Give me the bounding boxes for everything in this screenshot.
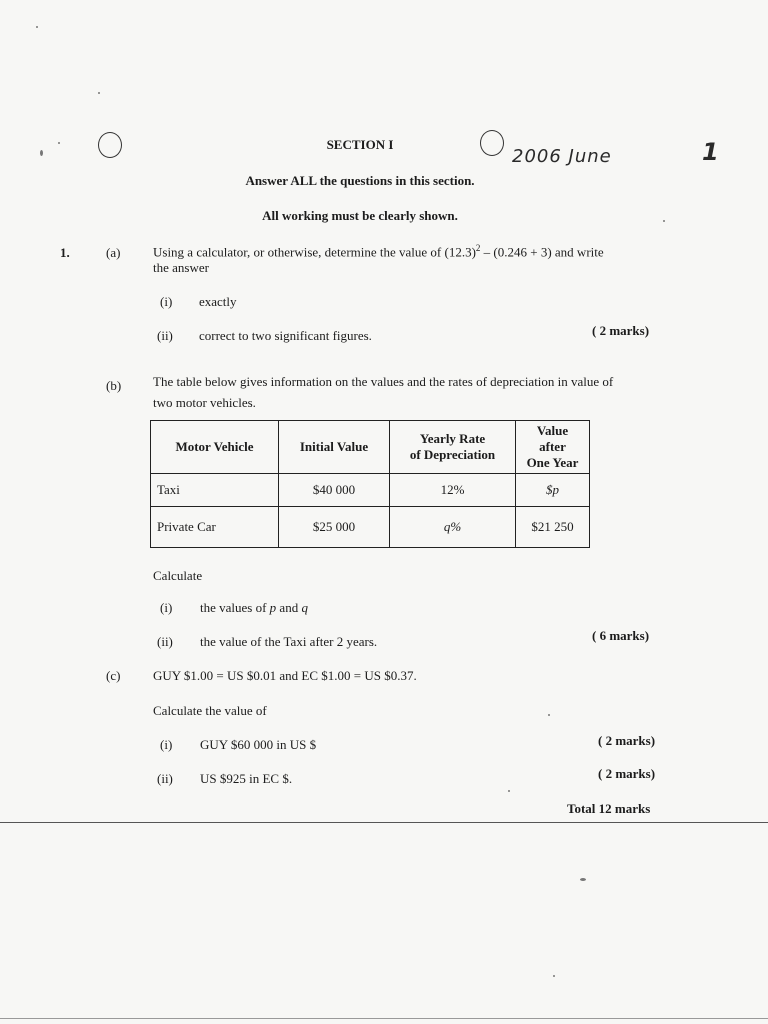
scan-speck	[40, 150, 43, 156]
part-b-i-var-q: q	[301, 600, 308, 615]
part-b-i-var-p: p	[269, 600, 277, 615]
question-number: 1.	[60, 245, 70, 260]
part-a-ii-text: correct to two significant figures.	[199, 328, 372, 343]
part-a-superscript: 2	[475, 243, 481, 253]
part-c-text: GUY $1.00 = US $0.01 and EC $1.00 = US $0.37.	[153, 668, 417, 683]
scan-speck	[508, 790, 510, 792]
part-c-ii-marks: ( 2 marks)	[598, 766, 656, 781]
header-yearly-rate-line1: Yearly Rate	[419, 431, 486, 446]
part-b-text-line1: The table below gives information on the values and the rates of depreciation in value of	[153, 374, 614, 389]
cell-value-after: $21 250	[516, 507, 590, 548]
cell-value-after: $p	[516, 474, 590, 507]
part-a-i-text: exactly	[199, 294, 237, 309]
scan-speck	[580, 878, 586, 881]
scan-speck	[58, 142, 60, 144]
part-b-calculate: Calculate	[153, 568, 203, 583]
cell-rate: 12%	[390, 474, 516, 507]
cell-initial-value: $40 000	[279, 474, 390, 507]
part-c-i-marks: ( 2 marks)	[598, 733, 656, 748]
header-initial-value	[279, 421, 390, 474]
part-c-calculate: Calculate the value of	[153, 703, 267, 718]
part-a-marks: ( 2 marks)	[592, 323, 650, 338]
cell-initial-value: $25 000	[279, 507, 390, 548]
part-a-text-post: – (0.246 + 3) and write	[480, 244, 604, 260]
part-c-i-text: GUY $60 000 in US $	[200, 737, 317, 752]
part-b-i-text-pre: the values of	[200, 600, 270, 615]
part-a-ii-label: (ii)	[157, 328, 173, 343]
punch-hole-right	[480, 130, 504, 156]
part-c-label: (c)	[106, 668, 121, 683]
part-b-ii-label: (ii)	[157, 634, 173, 649]
part-a-text-pre: Using a calculator, or otherwise, determine the value of (12.3)	[153, 244, 476, 260]
header-value-after-line2: One Year	[526, 455, 579, 470]
table-header-row	[151, 421, 590, 474]
header-value-after	[516, 421, 590, 474]
table-row	[151, 474, 590, 507]
scan-speck	[98, 92, 100, 94]
part-b-i-label: (i)	[160, 600, 173, 615]
section-title: SECTION I	[326, 137, 394, 152]
part-c-ii-text: US $925 in EC $.	[200, 771, 293, 786]
part-b-ii-text: the value of the Taxi after 2 years.	[200, 634, 378, 649]
cell-vehicle: Taxi	[151, 474, 279, 507]
instruction-answer-all: Answer ALL the questions in this section.	[245, 173, 475, 188]
page-bottom-rule	[0, 822, 768, 823]
scan-speck	[663, 220, 665, 222]
part-b-label: (b)	[106, 378, 122, 393]
part-a-text-line2: the answer	[153, 260, 209, 275]
scan-speck	[36, 26, 38, 28]
cell-vehicle: Private Car	[151, 507, 279, 548]
part-b-text-line2: two motor vehicles.	[153, 395, 256, 410]
handwritten-date: 2006 June	[512, 146, 612, 167]
part-a-label: (a)	[106, 245, 121, 260]
part-a-text	[153, 240, 604, 260]
punch-hole-left	[98, 132, 122, 158]
header-yearly-rate	[390, 421, 516, 474]
part-a-i-label: (i)	[160, 294, 173, 309]
scan-speck	[548, 714, 550, 716]
part-c-i-label: (i)	[160, 737, 173, 752]
header-motor-vehicle	[151, 421, 279, 474]
scan-speck	[553, 975, 555, 977]
footer-rule	[0, 1018, 768, 1019]
header-initial-value-text: Initial Value	[299, 439, 369, 454]
depreciation-table	[150, 420, 590, 548]
instruction-working: All working must be clearly shown.	[262, 208, 458, 223]
part-b-marks: ( 6 marks)	[592, 628, 650, 643]
handwritten-page-number: 1	[702, 138, 720, 166]
header-yearly-rate-line2: of Depreciation	[409, 447, 496, 462]
cell-rate: q%	[390, 507, 516, 548]
header-motor-vehicle-text: Motor Vehicle	[175, 439, 254, 454]
header-value-after-line1: Value after	[536, 423, 569, 454]
part-b-i-text	[200, 600, 308, 616]
part-b-i-text-mid: and	[276, 600, 302, 615]
total-marks: Total 12 marks	[567, 801, 651, 816]
table-row	[151, 507, 590, 548]
part-c-ii-label: (ii)	[157, 771, 173, 786]
